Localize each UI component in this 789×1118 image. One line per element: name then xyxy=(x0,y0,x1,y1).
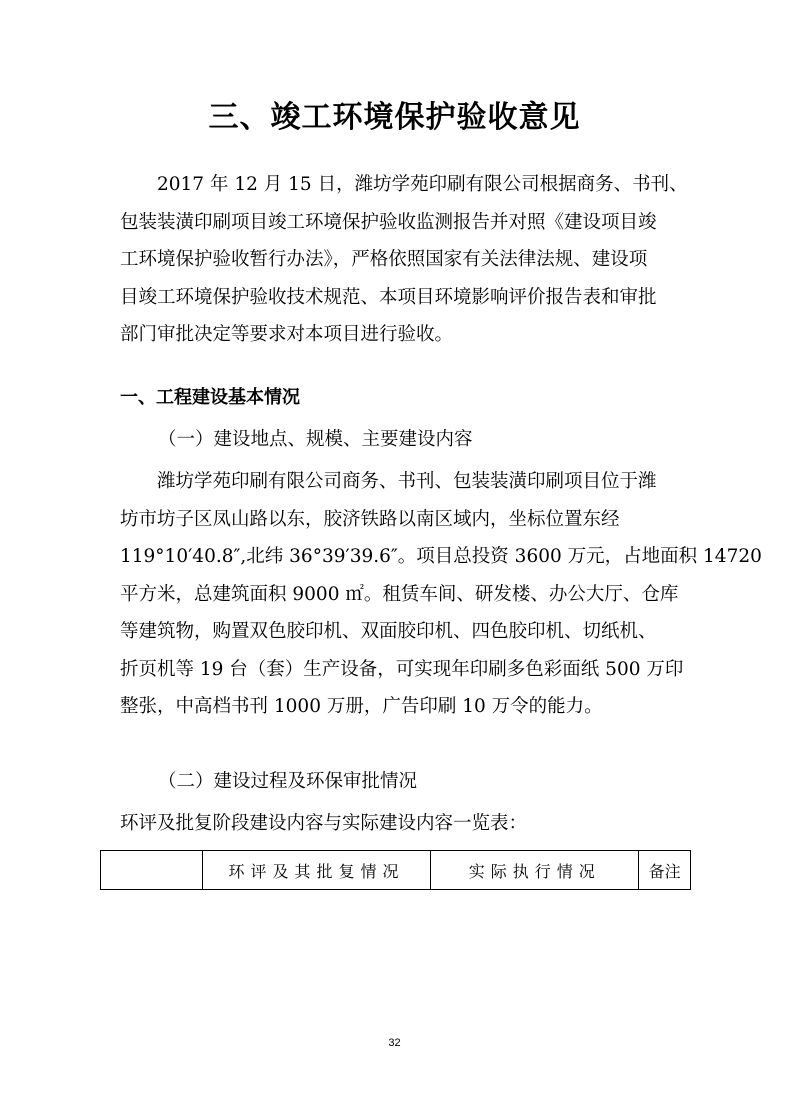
text-line: 潍坊学苑印刷有限公司商务、书刊、包装装潢印刷项目位于潍 xyxy=(157,471,657,492)
text-line: 部门审批决定等要求对本项目进行验收。 xyxy=(120,324,454,345)
text-line: 折页机等 19 台（套）生产设备，可实现年印刷多色彩面纸 500 万印 xyxy=(120,658,684,680)
table-header-row xyxy=(101,851,691,890)
table-header-eia: 环评及其批复情况 xyxy=(203,851,431,890)
text-line: 工环境保护验收暂行办法》，严格依照国家有关法律法规、建设项 xyxy=(120,249,648,270)
comparison-table xyxy=(100,850,691,890)
text-line: 平方米，总建筑面积 9000 ㎡。租赁车间、研发楼、办公大厅、仓库 xyxy=(120,583,679,605)
subsection-heading: （二）建设过程及环保审批情况 xyxy=(158,771,418,792)
text-line: 整张，中高档书刊 1000 万册，广告印刷 10 万令的能力。 xyxy=(120,696,603,717)
subsection-heading: （一）建设地点、规模、主要建设内容 xyxy=(158,429,473,450)
text-line: 119°10′40.8″,北纬 36°39′39.6″。项目总投资 3600 万元，占地面积 14720 xyxy=(120,546,762,567)
text-line: 目竣工环境保护验收技术规范、本项目环境影响评价报告表和审批 xyxy=(120,286,657,308)
section-heading: 一、工程建设基本情况 xyxy=(120,387,300,408)
table-header-actual: 实际执行情况 xyxy=(431,851,639,890)
page-title: 三、竣工环境保护验收意见 xyxy=(208,100,581,135)
intro-paragraph xyxy=(120,166,688,354)
body-paragraph xyxy=(120,463,762,726)
text-line: 包装装潢印刷项目竣工环境保护验收监测报告并对照《建设项目竣 xyxy=(120,211,657,233)
text-line: 坊市坊子区凤山路以东，胶济铁路以南区域内，坐标位置东经 xyxy=(120,508,620,530)
page-number: 32 xyxy=(388,1037,401,1049)
text-line: 2017 年 12 月 15 日，潍坊学苑印刷有限公司根据商务、书刊、 xyxy=(157,174,688,195)
text-line: 等建筑物，购置双色胶印机、双面胶印机、四色胶印机、切纸机、 xyxy=(120,621,657,642)
table-header-empty xyxy=(101,851,203,890)
table-header-notes: 备注 xyxy=(639,851,691,890)
table-caption: 环评及批复阶段建设内容与实际建设内容一览表： xyxy=(120,813,528,834)
